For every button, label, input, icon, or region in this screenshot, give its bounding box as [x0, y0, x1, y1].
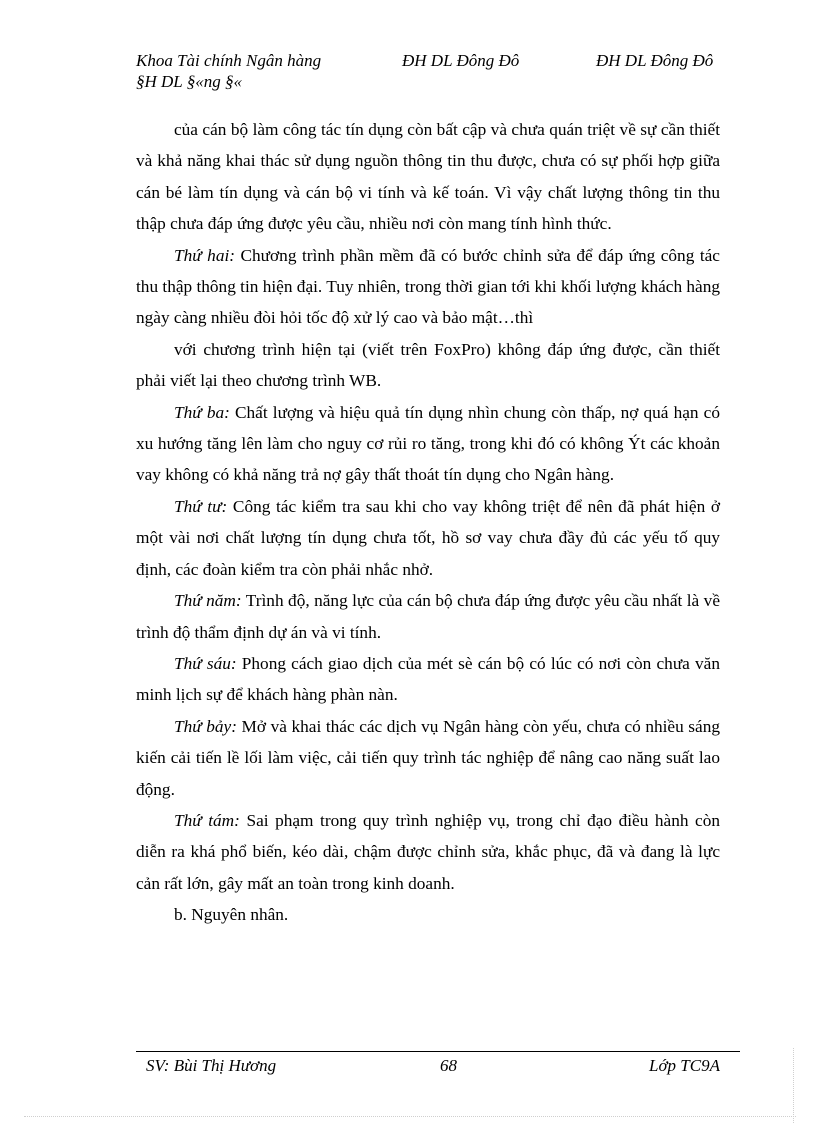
- paragraph: Thứ tám: Sai phạm trong quy trình nghiệp vụ, trong chỉ đạo điều hành còn diễn ra khá phổ biến, kéo dài, chậm được chỉnh sửa, khắc phục, đã và đang là lực cản rất lớn, gây mất an toàn trong kinh doanh.: [136, 810, 720, 893]
- paragraph: Thứ hai: Chương trình phần mềm đã có bước chỉnh sửa để đáp ứng công tác thu thập thông tin hiện đại. Tuy nhiên, trong thời gian tới khi khối lượng khách hàng ngày càng nhiều đòi hỏi tốc độ xử lý cao và bảo mật…thì: [136, 245, 720, 328]
- page-number: 68: [440, 1056, 457, 1075]
- section-subheading: b. Nguyên nhân.: [174, 905, 289, 925]
- header-university-repeat: ĐH DL Đông Đô: [596, 51, 714, 70]
- page-header: [136, 50, 736, 92]
- footer-student: SV: Bùi Thị Hương: [146, 1056, 277, 1075]
- header-faculty: Khoa Tài chính Ngân hàng: [136, 51, 322, 70]
- paragraph: Thứ bảy: Mở và khai thác các dịch vụ Ngân hàng còn yếu, chưa có nhiều sáng kiến cải tiến lề lối làm việc, cải tiến quy trình tác nghiệp để nâng cao năng suất lao động.: [136, 716, 720, 799]
- paragraph-label: Thứ bảy:: [174, 716, 237, 736]
- paragraph: với chương trình hiện tại (viết trên FoxPro) không đáp ứng được, cần thiết phải viết lại theo chương trình WB.: [136, 339, 720, 391]
- paragraph: Thứ sáu: Phong cách giao dịch của mét sè cán bộ có lúc có nơi còn chưa văn minh lịch sự để khách hàng phàn nàn.: [136, 653, 720, 705]
- paragraph-label: Thứ tám:: [174, 810, 240, 830]
- paragraph: Thứ năm: Trình độ, năng lực của cán bộ chưa đáp ứng được yêu cầu nhất là về trình độ thẩm định dự án và vi tính.: [136, 591, 720, 642]
- footer-class: Lớp TC9A: [649, 1056, 720, 1075]
- header-university-encoded: §H DL §«ng §«: [136, 72, 242, 91]
- paragraph-label: Thứ tư:: [174, 496, 228, 516]
- paragraph-label: Thứ sáu:: [174, 653, 237, 673]
- paragraph: Thứ tư: Công tác kiểm tra sau khi cho vay không triệt để nên đã phát hiện ở một vài nơi chất lượng tín dụng chưa tốt, hồ sơ vay chưa đầy đủ các yếu tố quy định, các đoàn kiểm tra còn phải nhắc nhở.: [136, 496, 720, 579]
- paragraph-label: Thứ năm:: [174, 591, 242, 611]
- footer-rule: [136, 1051, 740, 1052]
- paragraph-label: Thứ ba:: [174, 402, 230, 422]
- paragraph: của cán bộ làm công tác tín dụng còn bất cập và chưa quán triệt về sự cần thiết và khả năng khai thác sử dụng nguồn thông tin thu được, chưa có sự phối hợp giữa cán bé làm tín dụng và cán bộ vi tính và kế toán. Vì vậy chất lượng thông tin thu thập chưa đáp ứng được yêu cầu, nhiều nơi còn mang tính hình thức.: [136, 120, 720, 234]
- page-boundary-horizontal: [24, 1116, 796, 1117]
- page-boundary-vertical: [793, 1048, 794, 1123]
- header-university: ĐH DL Đông Đô: [402, 51, 520, 70]
- document-body: [136, 114, 720, 931]
- paragraph: Thứ ba: Chất lượng và hiệu quả tín dụng nhìn chung còn thấp, nợ quá hạn có xu hướng tăng lên làm cho nguy cơ rủi ro tăng, trong khi đó có không Ýt các khoản vay không có khả năng trả nợ gây thất thoát tín dụng cho Ngân hàng.: [136, 402, 720, 485]
- paragraph-label: Thứ hai:: [174, 245, 236, 265]
